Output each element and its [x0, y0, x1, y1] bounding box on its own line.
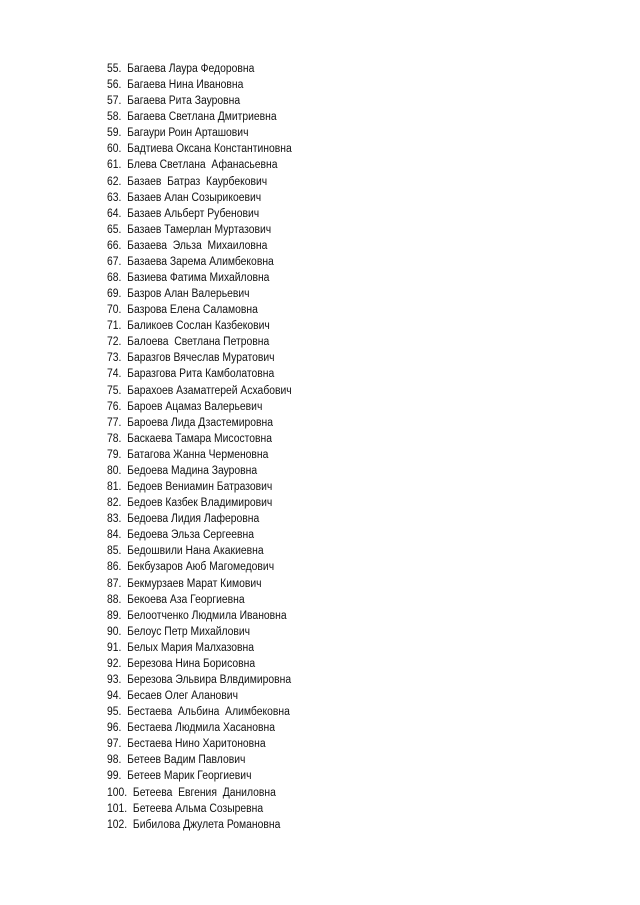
person-name: Бароева Лида Дзастемировна [127, 416, 274, 429]
item-number: 64. [107, 207, 122, 220]
list-item [107, 109, 292, 125]
list-item [107, 318, 292, 334]
list-item [107, 543, 292, 559]
item-number: 56. [107, 79, 122, 92]
item-number: 101. [107, 802, 128, 815]
list-item [107, 302, 292, 318]
item-number: 77. [107, 416, 122, 429]
person-name: Белоус Петр Михайлович [127, 625, 251, 638]
list-item [107, 415, 292, 431]
list-item [107, 656, 292, 672]
list-item [107, 768, 292, 784]
list-item [107, 350, 292, 366]
list-item [107, 511, 292, 527]
list-item [107, 431, 292, 447]
person-name: Батагова Жанна Черменовна [127, 448, 269, 461]
list-item [107, 447, 292, 463]
person-name: Бибилова Джулета Романовна [132, 818, 281, 831]
person-name: Белоотченко Людмила Ивановна [127, 609, 287, 622]
item-number: 60. [107, 143, 122, 156]
item-number: 55. [107, 63, 122, 75]
item-number: 58. [107, 111, 122, 124]
list-item [107, 334, 292, 350]
item-number: 85. [107, 545, 122, 558]
person-name: Базиева Фатима Михайловна [127, 272, 270, 285]
list-item [107, 157, 292, 173]
item-number: 71. [107, 320, 122, 333]
item-number: 76. [107, 400, 122, 413]
person-name: Бетеева Альма Созыревна [132, 802, 264, 815]
list-item [107, 366, 292, 382]
item-number: 102. [107, 818, 128, 831]
list-item [107, 383, 292, 399]
person-name: Бестаева Альбина Алимбековна [127, 706, 290, 719]
item-number: 61. [107, 159, 122, 172]
list-item [107, 592, 292, 608]
list-item [107, 190, 292, 206]
person-name: Бароев Ацамаз Валерьевич [127, 400, 263, 413]
list-item [107, 559, 292, 575]
item-number: 79. [107, 448, 122, 461]
item-number: 74. [107, 368, 122, 381]
person-name: Бедоева Эльза Сергеевна [127, 529, 254, 542]
person-name: Баразгова Рита Камболатовна [127, 368, 275, 381]
person-name: Базрова Елена Саламовна [127, 304, 258, 317]
person-name: Бадтиева Оксана Константиновна [127, 143, 292, 156]
person-name: Бедошвили Нана Акакиевна [127, 545, 264, 558]
person-name: Базров Алан Валерьевич [127, 288, 250, 301]
list-item [107, 672, 292, 688]
item-number: 96. [107, 722, 122, 735]
person-name: Бедоев Вениамин Батразович [127, 481, 273, 494]
item-number: 62. [107, 175, 122, 188]
item-number: 80. [107, 464, 122, 477]
item-number: 81. [107, 481, 122, 494]
item-number: 95. [107, 706, 122, 719]
person-name: Бекмурзаев Марат Кимович [127, 577, 262, 590]
person-name: Балоева Светлана Петровна [127, 336, 270, 349]
person-name: Бетеева Евгения Даниловна [132, 786, 276, 799]
person-name: Березова Эльвира Влвдимировна [127, 673, 292, 686]
item-number: 83. [107, 513, 122, 526]
list-item [107, 720, 292, 736]
list-item [107, 399, 292, 415]
item-number: 94. [107, 690, 122, 703]
item-number: 72. [107, 336, 122, 349]
list-item [107, 495, 292, 511]
person-name: Бесаев Олег Аланович [127, 690, 238, 703]
item-number: 67. [107, 255, 122, 268]
item-number: 92. [107, 657, 122, 670]
list-item [107, 238, 292, 254]
item-number: 73. [107, 352, 122, 365]
item-number: 97. [107, 738, 122, 751]
person-name: Бекоева Аза Георгиевна [127, 593, 245, 606]
item-number: 93. [107, 673, 122, 686]
list-item [107, 254, 292, 270]
item-number: 69. [107, 288, 122, 301]
person-name: Бедоева Лидия Лаферовна [127, 513, 260, 526]
list-item [107, 270, 292, 286]
list-item [107, 736, 292, 752]
item-number: 65. [107, 223, 122, 236]
person-name: Багаева Нина Ивановна [127, 79, 244, 92]
list-item [107, 608, 292, 624]
person-name: Базаева Эльза Михаиловна [127, 239, 268, 252]
list-item [107, 93, 292, 109]
name-list [107, 61, 312, 833]
item-number: 63. [107, 191, 122, 204]
person-name: Багаури Роин Арташович [127, 127, 249, 140]
list-item [107, 752, 292, 768]
item-number: 82. [107, 497, 122, 510]
item-number: 87. [107, 577, 122, 590]
item-number: 90. [107, 625, 122, 638]
person-name: Багаева Лаура Федоровна [127, 63, 255, 75]
list-item [107, 479, 292, 495]
person-name: Бетеев Вадим Павлович [127, 754, 246, 767]
list-item [107, 817, 292, 833]
item-number: 84. [107, 529, 122, 542]
person-name: Белых Мария Малхазовна [127, 641, 254, 654]
person-name: Багаева Светлана Дмитриевна [127, 111, 277, 124]
list-item [107, 527, 292, 543]
list-item [107, 61, 292, 77]
person-name: Базаев Алан Созырикоевич [127, 191, 262, 204]
item-number: 91. [107, 641, 122, 654]
person-name: Бекбузаров Аюб Магомедович [127, 561, 275, 574]
item-number: 89. [107, 609, 122, 622]
person-name: Блева Светлана Афанасьевна [127, 159, 278, 172]
item-number: 86. [107, 561, 122, 574]
person-name: Бетеев Марик Георгиевич [127, 770, 252, 783]
list-item [107, 77, 292, 93]
person-name: Бестаева Людмила Хасановна [127, 722, 276, 735]
item-number: 70. [107, 304, 122, 317]
list-item [107, 222, 292, 238]
list-item [107, 640, 292, 656]
item-number: 78. [107, 432, 122, 445]
list-item [107, 576, 292, 592]
list-item [107, 785, 292, 801]
list-item [107, 688, 292, 704]
item-number: 57. [107, 95, 122, 108]
list-item [107, 206, 292, 222]
list-item [107, 174, 292, 190]
list-item [107, 286, 292, 302]
person-name: Баликоев Сослан Казбекович [127, 320, 270, 333]
item-number: 75. [107, 384, 122, 397]
person-name: Бедоев Казбек Владимирович [127, 497, 273, 510]
person-name: Бедоева Мадина Зауровна [127, 464, 258, 477]
item-number: 98. [107, 754, 122, 767]
item-number: 88. [107, 593, 122, 606]
item-number: 99. [107, 770, 122, 783]
person-name: Багаева Рита Зауровна [127, 95, 241, 108]
person-name: Барахоев Азаматгерей Асхабович [127, 384, 292, 397]
item-number: 66. [107, 239, 122, 252]
person-name: Бестаева Нино Харитоновна [127, 738, 266, 751]
list-item [107, 624, 292, 640]
list-item [107, 704, 292, 720]
person-name: Базаева Зарема Алимбековна [127, 255, 274, 268]
person-name: Базаев Альберт Рубенович [127, 207, 260, 220]
item-number: 100. [107, 786, 128, 799]
item-number: 59. [107, 127, 122, 140]
list-item [107, 463, 292, 479]
list-item [107, 141, 292, 157]
list-item [107, 801, 292, 817]
person-name: Баскаева Тамара Мисостовна [127, 432, 273, 445]
person-name: Березова Нина Борисовна [127, 657, 256, 670]
person-name: Базаев Батраз Каурбекович [127, 175, 268, 188]
item-number: 68. [107, 272, 122, 285]
list-item [107, 125, 292, 141]
person-name: Баразгов Вячеслав Муратович [127, 352, 275, 365]
person-name: Базаев Тамерлан Муртазович [127, 223, 272, 236]
